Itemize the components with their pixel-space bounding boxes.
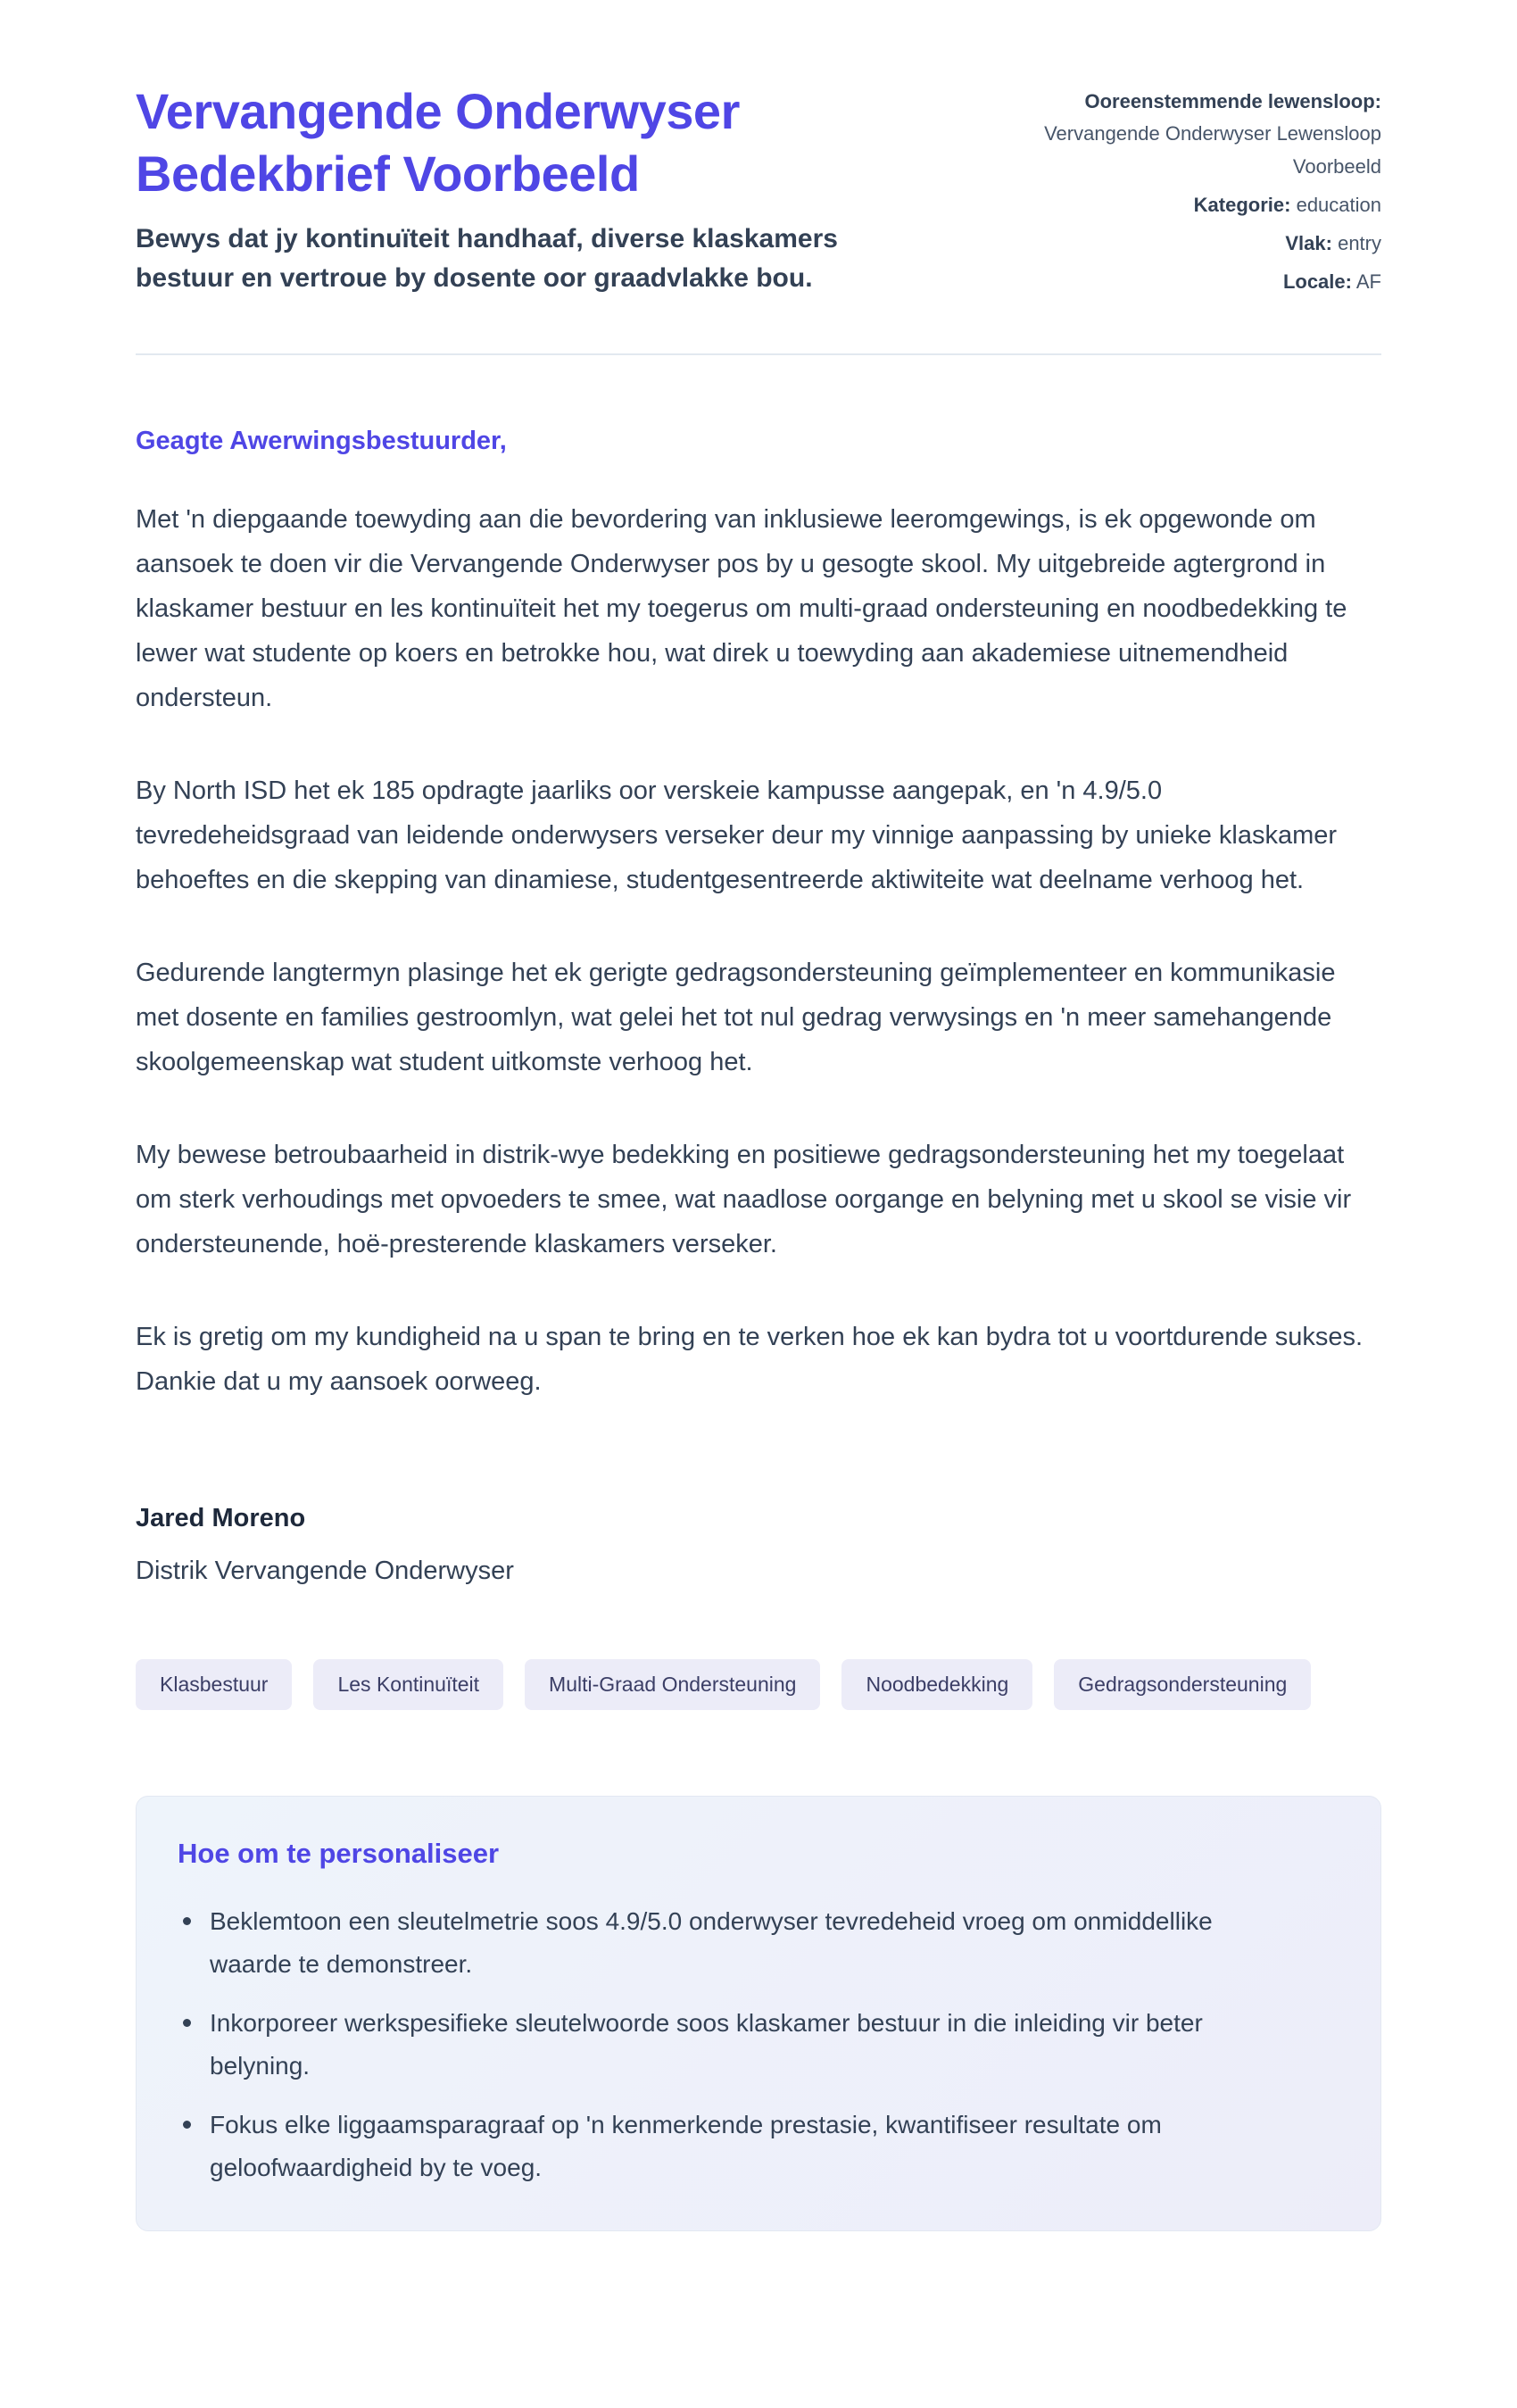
meta-locale-label: Locale: — [1282, 270, 1352, 294]
meta-level-value: entry — [1338, 232, 1381, 255]
meta-block — [978, 80, 1381, 305]
letter-paragraph: By North ISD het ek 185 opdragte jaarliks oor verskeie kampusse aangepak, en 'n 4.9/5.0 tevredeheidsgraad van leidende onderwysers verseker deur my vinnige aanpassing by unieke klaskamer behoeftes en die skepping van dinamiese, studentgesentreerde aktiwiteite wat deelname verhoog het. — [136, 776, 1338, 894]
letter-greeting: Geagte Awerwingsbestuurder, — [136, 426, 507, 455]
meta-resume-value: Vervangende Onderwyser Lewensloop Voorbeeld — [1044, 122, 1381, 178]
personalize-list — [178, 1900, 1339, 2189]
tag-noodbedekking: Noodbedekking — [841, 1659, 1032, 1710]
letter-paragraph: Ek is gretig om my kundigheid na u span te bring en te verken hoe ek kan bydra tot u voortdurende sukses. Dankie dat u my aansoek oorweeg. — [136, 1322, 1364, 1396]
meta-row-category — [978, 189, 1381, 221]
meta-level-label: Vlak: — [1285, 232, 1332, 255]
letter-body — [136, 427, 1381, 1586]
page-title: Vervangende Onderwyser Bedekbrief Voorbeeld — [136, 83, 740, 202]
signature-name: Jared Moreno — [136, 1503, 306, 1532]
meta-category-value: education — [1296, 193, 1381, 216]
letter-paragraph: My bewese betroubaarheid in distrik-wye bedekking en positiewe gedragsondersteuning het my toegelaat om sterk verhoudings met opvoeders te smee, wat naadlose oorgange en belyning met u skool se visie vir ondersteunende, hoë-presterende klaskamers verseker. — [136, 1140, 1352, 1258]
tag-les-kontinuiteit: Les Kontinuïteit — [313, 1659, 503, 1710]
signature-title: Distrik Vervangende Onderwyser — [136, 1556, 514, 1585]
letter-paragraph: Met 'n diepgaande toewyding aan die bevordering van inklusiewe leeromgewings, is ek opgewonde om aansoek te doen vir die Vervangende Onderwyser pos by u gesogte skool. My uitgebreide agtergrond in klaskamer bestuur en les kontinuïteit het my toegerus om multi-graad ondersteuning en noodbedekking te lewer wat studente op koers en betrokke hou, wat direk u toewyding aan akademiese uitnemendheid ondersteun. — [136, 504, 1347, 712]
tag-list — [136, 1659, 1381, 1710]
personalize-bullet: Fokus elke liggaamsparagraaf op 'n kenmerkende prestasie, kwantifiseer resultate om geloofwaardigheid by te voeg. — [178, 2104, 1293, 2189]
meta-resume-label: Ooreenstemmende lewensloop: — [1084, 90, 1381, 112]
letter-paragraph: Gedurende langtermyn plasinge het ek gerigte gedragsondersteuning geïmplementeer en kommunikasie met dosente en families gestroomlyn, wat gelei het tot nul gedrag verwysings en 'n meer samehangende skoolgemeenskap wat student uitkomste verhoog het. — [136, 958, 1336, 1076]
tag-gedragsondersteuning: Gedragsondersteuning — [1054, 1659, 1311, 1710]
meta-locale-value: AF — [1355, 270, 1381, 294]
meta-category-label: Kategorie: — [1193, 193, 1291, 216]
personalize-bullet: Inkorporeer werkspesifieke sleutelwoorde soos klaskamer bestuur in die inleiding vir beter belyning. — [178, 2002, 1293, 2088]
tag-multi-graad-ondersteuning: Multi-Graad Ondersteuning — [525, 1659, 820, 1710]
page-subtitle: Bewys dat jy kontinuïteit handhaaf, diverse klaskamers bestuur en vertroue by dosente oor graadvlakke bou. — [136, 224, 838, 293]
meta-row-resume — [978, 86, 1381, 183]
meta-row-level — [978, 228, 1381, 260]
tag-klasbestuur: Klasbestuur — [136, 1659, 292, 1710]
personalize-callout — [136, 1796, 1381, 2231]
meta-row-locale — [978, 266, 1381, 298]
header — [136, 80, 1381, 305]
personalize-title: Hoe om te personaliseer — [178, 1837, 500, 1869]
header-divider — [136, 353, 1381, 355]
header-title-block — [136, 80, 894, 297]
personalize-bullet: Beklemtoon een sleutelmetrie soos 4.9/5.0 onderwyser tevredeheid vroeg om onmiddellike waarde te demonstreer. — [178, 1900, 1293, 1986]
